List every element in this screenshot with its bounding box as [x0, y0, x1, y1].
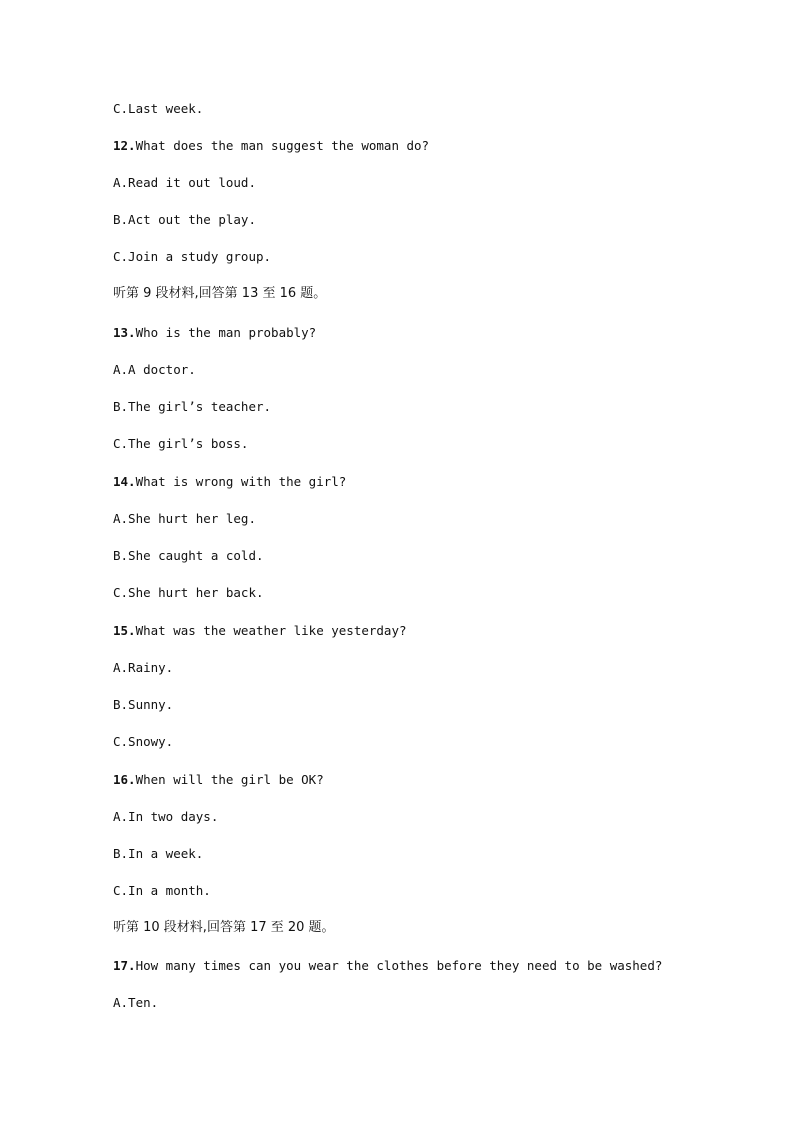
option-12c: C.Join a study group. — [113, 249, 272, 264]
question-number: 15. — [113, 623, 136, 638]
option-15c: C.Snowy. — [113, 734, 174, 749]
option-16b: B.In a week. — [113, 846, 204, 861]
question-12 — [113, 138, 429, 154]
option-11c: C.Last week. — [113, 101, 204, 116]
option-14c: C.She hurt her back. — [113, 585, 264, 600]
question-14 — [113, 474, 346, 490]
option-12a: A.Read it out loud. — [113, 175, 256, 190]
question-number: 12. — [113, 138, 136, 153]
question-13 — [113, 325, 316, 341]
question-text: What was the weather like yesterday? — [135, 623, 407, 638]
question-number: 14. — [113, 474, 136, 489]
option-15b: B.Sunny. — [113, 697, 174, 712]
question-number: 13. — [113, 325, 136, 340]
question-text: When will the girl be OK? — [135, 772, 324, 787]
question-text: How many times can you wear the clothes before they need to be washed? — [135, 958, 663, 973]
option-13b: B.The girl’s teacher. — [113, 399, 272, 414]
question-number: 17. — [113, 958, 136, 973]
question-17 — [113, 958, 662, 974]
option-13a: A.A doctor. — [113, 362, 196, 377]
option-15a: A.Rainy. — [113, 660, 174, 675]
section-heading-10: 听第 10 段材料,回答第 17 至 20 题。 — [113, 920, 335, 935]
option-14b: B.She caught a cold. — [113, 548, 264, 563]
question-number: 16. — [113, 772, 136, 787]
question-16 — [113, 772, 324, 788]
option-12b: B.Act out the play. — [113, 212, 256, 227]
section-heading-9: 听第 9 段材料,回答第 13 至 16 题。 — [113, 286, 327, 301]
option-17a: A.Ten. — [113, 995, 159, 1010]
option-14a: A.She hurt her leg. — [113, 511, 256, 526]
option-16c: C.In a month. — [113, 883, 211, 898]
option-13c: C.The girl’s boss. — [113, 436, 249, 451]
question-text: What is wrong with the girl? — [135, 474, 347, 489]
question-text: What does the man suggest the woman do? — [135, 138, 430, 153]
option-16a: A.In two days. — [113, 809, 219, 824]
question-15 — [113, 623, 407, 639]
question-text: Who is the man probably? — [135, 325, 317, 340]
